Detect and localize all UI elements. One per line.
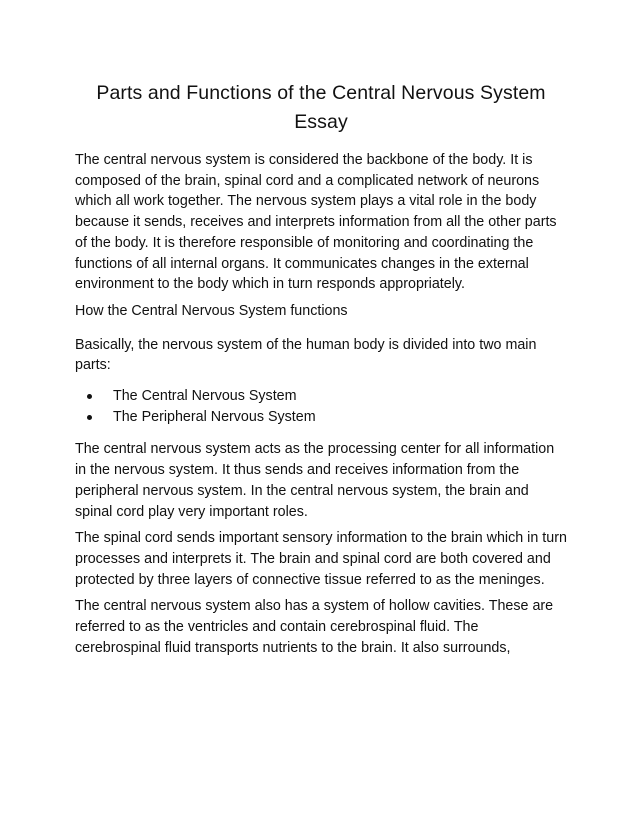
section-heading: How the Central Nervous System functions: [75, 302, 348, 319]
list-item: [87, 407, 567, 428]
bullet-dot-icon: [87, 415, 92, 420]
document-title: Parts and Functions of the Central Nervous System Essay: [96, 82, 546, 133]
bullet-dot-icon: [87, 394, 92, 399]
division-paragraph: Basically, the nervous system of the human body is divided into two main parts:: [75, 336, 537, 374]
body-paragraph-processing: The central nervous system acts as the processing center for all information in the nervous system. It thus sends and receives information from the peripheral nervous system. In the central nervous system, the brain and spinal cord play very important roles.: [75, 441, 555, 520]
body-paragraph-ventricles: The central nervous system also has a system of hollow cavities. These are referred to as the ventricles and contain cerebrospinal fluid. The cerebrospinal fluid transports nutrients to the brain. It also surrounds,: [75, 598, 554, 656]
document-body: [75, 79, 567, 658]
intro-paragraph: The central nervous system is considered the backbone of the body. It is composed of the brain, spinal cord and a complicated network of neurons which all work together. The nervous system plays a vital role in the body because it sends, receives and interprets information from all the other parts of the body. It is therefore responsible of monitoring and coordinating the functions of all internal organs. It communicates changes in the external environment to the body which in turn responds appropriately.: [75, 152, 557, 293]
list-item-text: The Central Nervous System: [113, 388, 297, 405]
bullet-list: [75, 386, 567, 427]
body-paragraph-spinal-cord: The spinal cord sends important sensory information to the brain which in turn processes and interprets it. The brain and spinal cord are both covered and protected by three layers of connective tissue referred to as the meninges.: [75, 530, 567, 588]
list-item-text: The Peripheral Nervous System: [113, 408, 316, 425]
list-item: [87, 386, 567, 407]
